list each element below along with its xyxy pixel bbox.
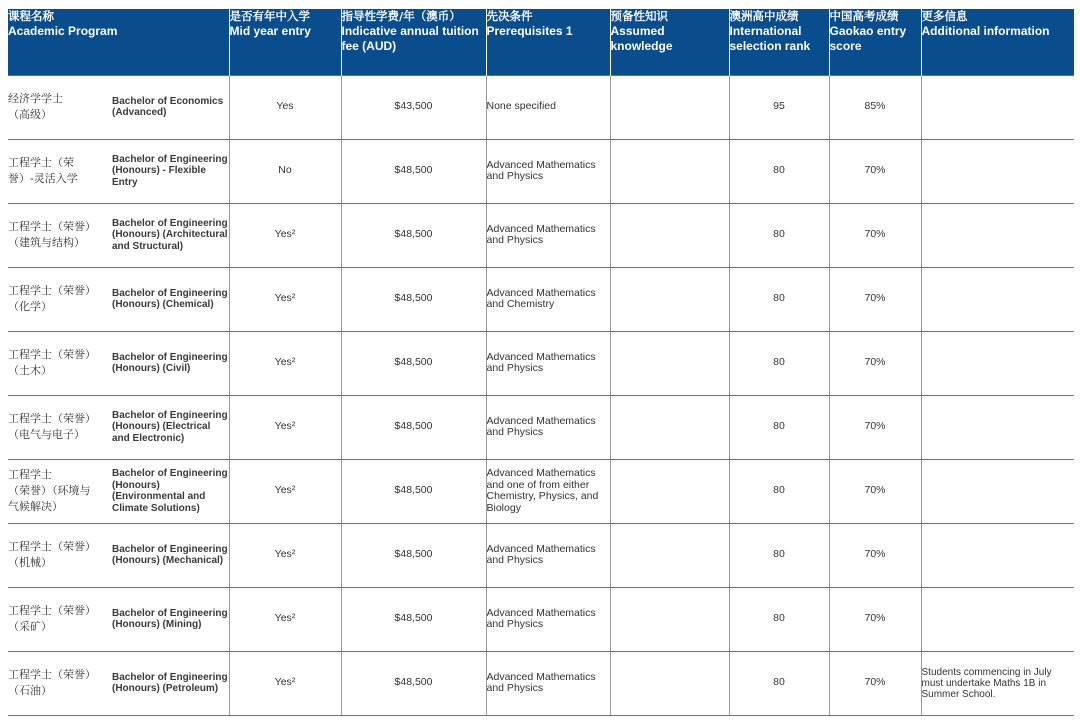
header-program [8,9,229,75]
program-cell [8,651,229,715]
program-name-zh: 工程学士（荣誉） （化学） [8,284,96,313]
info-cell [921,75,1074,139]
assumed-cell [610,267,729,331]
header-assumed-en: Assumed knowledge [610,24,673,53]
prereq-cell: Advanced Mathematics and Physics [486,395,610,459]
header-gaokao [829,9,921,75]
prereq-cell: Advanced Mathematics and Physics [486,331,610,395]
midyear-cell: Yes² [229,267,341,331]
program-name-zh: 经济学学士 （高级） [8,92,63,121]
program-name-en: Bachelor of Engineering (Honours) (Mining) [112,607,228,630]
midyear-cell: Yes² [229,331,341,395]
program-cell [8,331,229,395]
rank-cell: 80 [729,331,829,395]
header-midyear-en: Mid year entry [229,24,311,38]
gaokao-cell: 70% [829,523,921,587]
header-fee [341,9,486,75]
header-fee-en: Indicative annual tuition fee (AUD) [341,24,479,53]
table-row [8,139,1074,203]
assumed-cell [610,523,729,587]
gaokao-cell: 70% [829,459,921,523]
program-cell [8,395,229,459]
assumed-cell [610,651,729,715]
program-name-en: Bachelor of Engineering (Honours) (Petroleum) [112,671,228,694]
program-name-en: Bachelor of Engineering (Honours) (Environmental and Climate Solutions) [112,468,228,514]
rank-cell: 95 [729,75,829,139]
fee-cell: $48,500 [341,139,486,203]
fee-cell: $48,500 [341,203,486,267]
gaokao-cell: 70% [829,139,921,203]
gaokao-cell: 70% [829,331,921,395]
header-info [921,9,1074,75]
prereq-cell: None specified [486,75,610,139]
prereq-cell: Advanced Mathematics and one of from either Chemistry, Physics, and Biology [486,459,610,523]
header-prereq-zh: 先决条件 [486,9,533,23]
header-midyear-zh: 是否有年中入学 [229,9,310,23]
program-name-zh: 工程学士（荣誉） （土木） [8,348,96,377]
table-row [8,523,1074,587]
table-row [8,395,1074,459]
prereq-cell: Advanced Mathematics and Physics [486,587,610,651]
prereq-cell: Advanced Mathematics and Physics [486,203,610,267]
program-name-zh: 工程学士（荣 誉）-灵活入学 [8,156,78,185]
rank-cell: 80 [729,395,829,459]
header-midyear [229,9,341,75]
info-cell [921,523,1074,587]
header-info-zh: 更多信息 [921,9,968,23]
gaokao-cell: 70% [829,267,921,331]
program-cell [8,75,229,139]
fee-cell: $48,500 [341,587,486,651]
fee-cell: $48,500 [341,651,486,715]
assumed-cell [610,587,729,651]
gaokao-cell: 70% [829,203,921,267]
info-cell [921,267,1074,331]
rank-cell: 80 [729,651,829,715]
program-name-en: Bachelor of Engineering (Honours) (Mechanical) [112,543,228,566]
prereq-cell: Advanced Mathematics and Physics [486,651,610,715]
header-fee-zh: 指导性学费/年（澳币） [341,9,461,23]
table-row [8,267,1074,331]
program-name-en: Bachelor of Engineering (Honours) - Flexible Entry [112,153,228,188]
midyear-cell: Yes² [229,651,341,715]
midyear-cell: Yes² [229,587,341,651]
gaokao-cell: 70% [829,395,921,459]
rank-cell: 80 [729,523,829,587]
midyear-cell: Yes² [229,395,341,459]
header-gaokao-en: Gaokao entry score [829,24,907,53]
prereq-cell: Advanced Mathematics and Chemistry [486,267,610,331]
info-cell [921,203,1074,267]
midyear-cell: No [229,139,341,203]
rank-cell: 80 [729,267,829,331]
gaokao-cell: 70% [829,651,921,715]
rank-cell: 80 [729,139,829,203]
program-cell [8,587,229,651]
info-cell [921,331,1074,395]
fee-cell: $43,500 [341,75,486,139]
info-cell [921,139,1074,203]
program-cell [8,267,229,331]
program-name-zh: 工程学士 （荣誉）（环境与 气候解决） [8,468,91,513]
program-name-zh: 工程学士（荣誉） （建筑与结构） [8,220,96,249]
program-name-zh: 工程学士（荣誉） （采矿） [8,604,96,633]
header-gaokao-zh: 中国高考成绩 [829,9,899,23]
prereq-cell: Advanced Mathematics and Physics [486,139,610,203]
rank-cell: 80 [729,587,829,651]
fee-cell: $48,500 [341,395,486,459]
assumed-cell [610,331,729,395]
program-cell [8,523,229,587]
header-assumed-zh: 预备性知识 [610,9,668,23]
assumed-cell [610,139,729,203]
prereq-cell: Advanced Mathematics and Physics [486,523,610,587]
table-row [8,587,1074,651]
table-header-row [8,9,1074,75]
program-name-zh: 工程学士（荣誉） （机械） [8,540,96,569]
info-cell: Students commencing in July must undertake Maths 1B in Summer School. [921,651,1074,715]
program-cell [8,139,229,203]
header-program-en: Academic Program [8,24,118,38]
header-assumed [610,9,729,75]
table-row [8,75,1074,139]
fee-cell: $48,500 [341,523,486,587]
info-cell [921,459,1074,523]
program-name-en: Bachelor of Engineering (Honours) (Civil) [112,351,228,374]
assumed-cell [610,459,729,523]
program-name-en: Bachelor of Economics (Advanced) [112,95,224,118]
header-program-zh: 课程名称 [8,9,54,23]
header-prereq-en: Prerequisites 1 [486,24,573,38]
fee-cell: $48,500 [341,267,486,331]
gaokao-cell: 70% [829,587,921,651]
info-cell [921,587,1074,651]
info-cell [921,395,1074,459]
program-name-en: Bachelor of Engineering (Honours) (Architectural and Structural) [112,217,228,252]
program-name-zh: 工程学士（荣誉） （石油） [8,668,96,697]
assumed-cell [610,395,729,459]
midyear-cell: Yes [229,75,341,139]
fee-cell: $48,500 [341,459,486,523]
assumed-cell [610,203,729,267]
midyear-cell: Yes² [229,459,341,523]
header-rank [729,9,829,75]
header-info-en: Additional information [921,24,1050,38]
header-rank-en: International selection rank [729,24,811,53]
program-name-zh: 工程学士（荣誉） （电气与电子） [8,412,96,441]
header-rank-zh: 澳洲高中成绩 [729,9,799,23]
header-prereq [486,9,610,75]
rank-cell: 80 [729,203,829,267]
program-cell [8,459,229,523]
rank-cell: 80 [729,459,829,523]
program-name-en: Bachelor of Engineering (Honours) (Electrical and Electronic) [112,409,228,444]
table-row [8,651,1074,715]
table-row [8,459,1074,523]
fee-cell: $48,500 [341,331,486,395]
assumed-cell [610,75,729,139]
program-table [8,9,1074,716]
midyear-cell: Yes² [229,523,341,587]
midyear-cell: Yes² [229,203,341,267]
program-name-en: Bachelor of Engineering (Honours) (Chemical) [112,287,228,310]
gaokao-cell: 85% [829,75,921,139]
table-row [8,331,1074,395]
table-row [8,203,1074,267]
table-body [8,75,1074,715]
program-cell [8,203,229,267]
